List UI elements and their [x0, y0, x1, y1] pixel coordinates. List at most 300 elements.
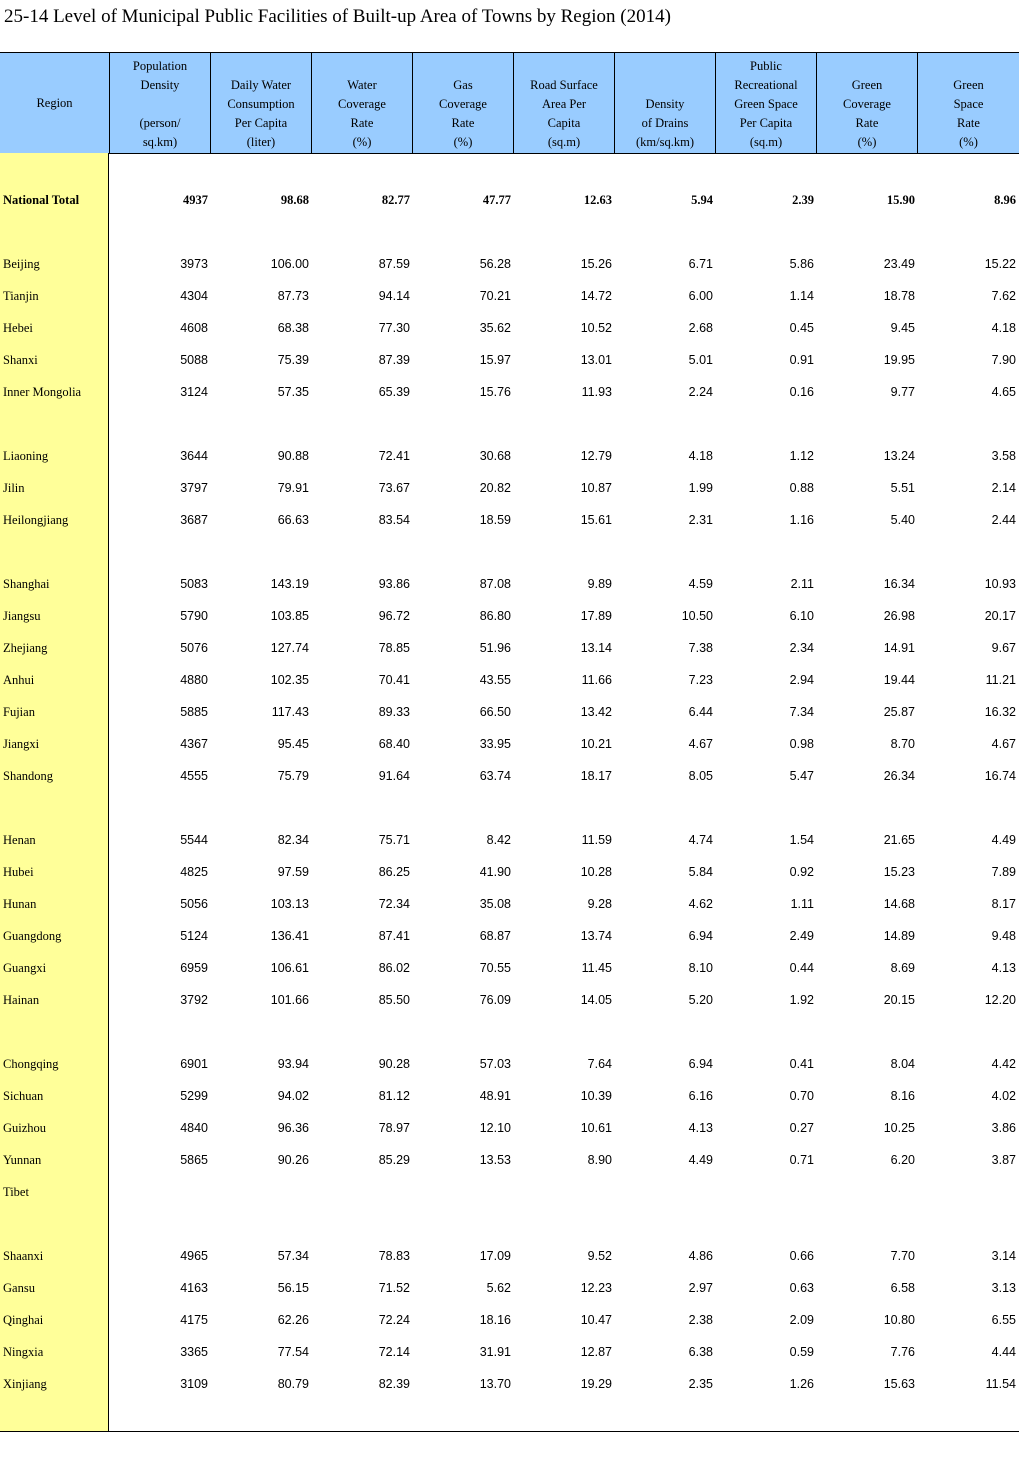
cell-value: 4.18: [991, 321, 1016, 335]
table-row: [0, 702, 1019, 722]
cell-value: 4965: [180, 1249, 208, 1263]
cell-value: 78.85: [378, 641, 410, 655]
cell-value: 48.91: [479, 1089, 511, 1103]
cell-value: 10.93: [984, 577, 1016, 591]
cell-value: 57.03: [479, 1057, 511, 1071]
table-row: [0, 990, 1019, 1010]
header-col-1: [110, 53, 211, 153]
cell-value: 3.14: [991, 1249, 1016, 1263]
cell-value: 3687: [180, 513, 208, 527]
cell-value: 8.96: [994, 192, 1016, 207]
cell-value: 5083: [180, 577, 208, 591]
cell-value: 3973: [180, 257, 208, 271]
table-row: [0, 1374, 1019, 1394]
cell-value: 2.09: [789, 1313, 814, 1327]
region-name: Guangxi: [3, 960, 47, 975]
cell-value: 8.05: [688, 769, 713, 783]
cell-value: 87.59: [378, 257, 410, 271]
cell-value: 23.49: [883, 257, 915, 271]
cell-value: 11.66: [581, 673, 612, 687]
cell-value: 6.10: [789, 609, 814, 623]
cell-value: 94.02: [277, 1089, 309, 1103]
cell-value: 6.00: [688, 289, 713, 303]
table-row: [0, 1054, 1019, 1074]
cell-value: 4.67: [688, 737, 713, 751]
region-name: Gansu: [3, 1280, 35, 1295]
cell-value: 3.86: [991, 1121, 1016, 1135]
cell-value: 9.48: [991, 929, 1016, 943]
header-label: Recreational: [734, 78, 798, 92]
cell-value: 5056: [180, 897, 208, 911]
cell-value: 4367: [180, 737, 208, 751]
cell-value: 5.94: [691, 192, 713, 207]
cell-value: 3.58: [991, 449, 1016, 463]
cell-value: 6.20: [890, 1153, 915, 1167]
cell-value: 51.96: [479, 641, 511, 655]
cell-value: 18.59: [479, 513, 511, 527]
region-name: Qinghai: [3, 1312, 44, 1327]
cell-value: 0.41: [789, 1057, 814, 1071]
cell-value: 6.44: [688, 705, 713, 719]
cell-value: 20.15: [883, 993, 915, 1007]
cell-value: 90.28: [378, 1057, 410, 1071]
cell-value: 8.17: [991, 897, 1016, 911]
region-name: Hubei: [3, 864, 34, 879]
table-row: [0, 670, 1019, 690]
cell-value: 82.77: [381, 192, 410, 207]
cell-value: 3.13: [991, 1281, 1016, 1295]
region-name: Ningxia: [3, 1344, 44, 1359]
header-label: Gas: [453, 78, 473, 92]
header-label: of Drains: [641, 116, 689, 130]
cell-value: 82.39: [378, 1377, 410, 1391]
header-unit: (%): [352, 135, 372, 149]
cell-value: 1.92: [789, 993, 814, 1007]
cell-value: 77.54: [277, 1345, 309, 1359]
cell-value: 98.68: [280, 192, 309, 207]
cell-value: 4.74: [688, 833, 713, 847]
cell-value: 6959: [180, 961, 208, 975]
cell-value: 2.49: [789, 929, 814, 943]
header-col-2: [211, 53, 312, 153]
region-name: Shanghai: [3, 576, 50, 591]
table-row: [0, 350, 1019, 370]
header-label: Green: [953, 78, 984, 92]
cell-value: 70.41: [378, 673, 410, 687]
header-label: Rate: [855, 116, 879, 130]
cell-value: 19.44: [883, 673, 915, 687]
cell-value: 66.63: [277, 513, 309, 527]
cell-value: 10.28: [580, 865, 612, 879]
header-label: Public: [750, 59, 782, 73]
cell-value: 33.95: [479, 737, 511, 751]
cell-value: 21.65: [883, 833, 915, 847]
header-label: Water: [347, 78, 377, 92]
header-label: Green: [851, 78, 883, 92]
cell-value: 57.34: [277, 1249, 309, 1263]
cell-value: 90.88: [277, 449, 309, 463]
cell-value: 0.27: [789, 1121, 814, 1135]
cell-value: 12.79: [580, 449, 612, 463]
cell-value: 4.44: [991, 1345, 1016, 1359]
cell-value: 12.23: [580, 1281, 612, 1295]
cell-value: 0.44: [789, 961, 814, 975]
cell-value: 2.97: [688, 1281, 713, 1295]
cell-value: 20.17: [984, 609, 1016, 623]
cell-value: 5.86: [789, 257, 814, 271]
cell-value: 6901: [180, 1057, 208, 1071]
table-bottom-border: [0, 1431, 1019, 1432]
cell-value: 9.77: [890, 385, 915, 399]
cell-value: 4304: [180, 289, 208, 303]
cell-value: 83.54: [378, 513, 410, 527]
cell-value: 31.91: [479, 1345, 511, 1359]
region-name: Shanxi: [3, 352, 38, 367]
cell-value: 89.33: [378, 705, 410, 719]
region-name: Zhejiang: [3, 640, 48, 655]
cell-value: 4.62: [688, 897, 713, 911]
cell-value: 1.12: [789, 449, 814, 463]
header-unit: (liter): [246, 135, 276, 149]
cell-value: 5.51: [890, 481, 915, 495]
cell-value: 1.14: [789, 289, 814, 303]
table-row: [0, 286, 1019, 306]
header-label: Population: [132, 59, 188, 73]
cell-value: 2.68: [688, 321, 713, 335]
header-label: Coverage: [338, 97, 386, 111]
cell-value: 96.72: [378, 609, 410, 623]
cell-value: 91.64: [378, 769, 410, 783]
cell-value: 7.76: [890, 1345, 915, 1359]
table-row: [0, 830, 1019, 850]
cell-value: 102.35: [270, 673, 309, 687]
cell-value: 2.31: [688, 513, 713, 527]
cell-value: 17.89: [580, 609, 612, 623]
cell-value: 70.55: [479, 961, 511, 975]
cell-value: 3797: [180, 481, 208, 495]
table-row: [0, 382, 1019, 402]
cell-value: 0.59: [789, 1345, 814, 1359]
cell-value: 17.09: [479, 1249, 511, 1263]
cell-value: 19.95: [883, 353, 915, 367]
cell-value: 15.23: [883, 865, 915, 879]
cell-value: 4555: [180, 769, 208, 783]
cell-value: 3109: [180, 1377, 208, 1391]
table-row: [0, 1342, 1019, 1362]
cell-value: 20.82: [479, 481, 511, 495]
table-row: [0, 574, 1019, 594]
cell-value: 5124: [180, 929, 208, 943]
cell-value: 8.10: [688, 961, 713, 975]
cell-value: 7.89: [991, 865, 1016, 879]
cell-value: 4.67: [991, 737, 1016, 751]
cell-value: 65.39: [378, 385, 410, 399]
cell-value: 5.84: [688, 865, 713, 879]
cell-value: 66.50: [479, 705, 511, 719]
cell-value: 11.93: [581, 385, 612, 399]
region-name: Tianjin: [3, 288, 39, 303]
cell-value: 143.19: [270, 577, 309, 591]
cell-value: 2.39: [792, 192, 814, 207]
cell-value: 85.50: [378, 993, 410, 1007]
cell-value: 10.47: [580, 1313, 612, 1327]
cell-value: 4840: [180, 1121, 208, 1135]
cell-value: 14.89: [883, 929, 915, 943]
cell-value: 16.34: [883, 577, 915, 591]
header-label: Road Surface: [530, 78, 598, 92]
cell-value: 4.65: [991, 385, 1016, 399]
cell-value: 9.28: [587, 897, 612, 911]
header-label: Green Space: [734, 97, 798, 111]
cell-value: 41.90: [479, 865, 511, 879]
cell-value: 11.54: [985, 1377, 1016, 1391]
cell-value: 4825: [180, 865, 208, 879]
cell-value: 2.24: [688, 385, 713, 399]
header-label: Area Per: [541, 97, 587, 111]
cell-value: 57.35: [277, 385, 309, 399]
cell-value: 13.70: [479, 1377, 511, 1391]
cell-value: 13.74: [580, 929, 612, 943]
cell-value: 3644: [180, 449, 208, 463]
cell-value: 18.16: [479, 1313, 511, 1327]
region-name: Shandong: [3, 768, 53, 783]
table-row: [0, 478, 1019, 498]
cell-value: 7.64: [587, 1057, 612, 1071]
cell-value: 4175: [180, 1313, 208, 1327]
cell-value: 5865: [180, 1153, 208, 1167]
cell-value: 14.68: [883, 897, 915, 911]
cell-value: 76.09: [479, 993, 511, 1007]
cell-value: 5.47: [789, 769, 814, 783]
cell-value: 7.62: [991, 289, 1016, 303]
table-row: [0, 254, 1019, 274]
cell-value: 1.54: [789, 833, 814, 847]
cell-value: 56.15: [277, 1281, 309, 1295]
region-name: Heilongjiang: [3, 512, 69, 527]
table-row: [0, 1150, 1019, 1170]
cell-value: 85.29: [378, 1153, 410, 1167]
national-total-row: [0, 190, 1019, 210]
cell-value: 87.39: [378, 353, 410, 367]
cell-value: 12.63: [583, 192, 612, 207]
header-label: Rate: [451, 116, 475, 130]
region-name: Guizhou: [3, 1120, 47, 1135]
cell-value: 72.24: [378, 1313, 410, 1327]
cell-value: 6.16: [688, 1089, 713, 1103]
header-label: Capita: [547, 116, 581, 130]
cell-value: 62.26: [277, 1313, 309, 1327]
cell-value: 70.21: [479, 289, 511, 303]
cell-value: 15.26: [580, 257, 612, 271]
cell-value: 16.74: [984, 769, 1016, 783]
region-name: Anhui: [3, 672, 35, 687]
header-col-9: [918, 53, 1019, 153]
header-label: Consumption: [227, 97, 295, 111]
table-row: [0, 446, 1019, 466]
cell-value: 4.18: [688, 449, 713, 463]
cell-value: 10.52: [580, 321, 612, 335]
cell-value: 9.89: [587, 577, 612, 591]
cell-value: 14.05: [580, 993, 612, 1007]
cell-value: 73.67: [378, 481, 410, 495]
cell-value: 12.20: [984, 993, 1016, 1007]
header-label: Rate: [350, 116, 374, 130]
cell-value: 96.36: [277, 1121, 309, 1135]
cell-value: 1.16: [789, 513, 814, 527]
cell-value: 43.55: [479, 673, 511, 687]
header-unit: (sq.m): [749, 135, 783, 149]
region-name: Tibet: [3, 1184, 29, 1199]
cell-value: 9.52: [587, 1249, 612, 1263]
cell-value: 103.13: [270, 897, 309, 911]
cell-value: 13.01: [580, 353, 612, 367]
cell-value: 15.90: [886, 192, 915, 207]
cell-value: 72.34: [378, 897, 410, 911]
table-row: [0, 606, 1019, 626]
cell-value: 4163: [180, 1281, 208, 1295]
cell-value: 19.29: [580, 1377, 612, 1391]
cell-value: 5076: [180, 641, 208, 655]
region-name: Guangdong: [3, 928, 62, 943]
cell-value: 3.87: [991, 1153, 1016, 1167]
region-name: Fujian: [3, 704, 35, 719]
cell-value: 35.08: [479, 897, 511, 911]
cell-value: 0.16: [789, 385, 814, 399]
cell-value: 72.41: [378, 449, 410, 463]
cell-value: 6.55: [991, 1313, 1016, 1327]
cell-value: 72.14: [378, 1345, 410, 1359]
cell-value: 15.61: [580, 513, 612, 527]
cell-value: 8.70: [890, 737, 915, 751]
header-label: Coverage: [439, 97, 487, 111]
cell-value: 86.25: [378, 865, 410, 879]
cell-value: 4.13: [688, 1121, 713, 1135]
cell-value: 10.25: [883, 1121, 915, 1135]
header-label: Rate: [957, 116, 980, 130]
cell-value: 8.04: [890, 1057, 915, 1071]
cell-value: 47.77: [482, 192, 511, 207]
cell-value: 30.68: [479, 449, 511, 463]
region-name: Hunan: [3, 896, 37, 911]
cell-value: 1.99: [688, 481, 713, 495]
cell-value: 3365: [180, 1345, 208, 1359]
table-row: [0, 926, 1019, 946]
cell-value: 6.58: [890, 1281, 915, 1295]
region-name: Jilin: [3, 480, 25, 495]
cell-value: 11.21: [985, 673, 1016, 687]
region-name: Henan: [3, 832, 36, 847]
cell-value: 5299: [180, 1089, 208, 1103]
region-name: Chongqing: [3, 1056, 59, 1071]
cell-value: 1.26: [789, 1377, 814, 1391]
cell-value: 82.34: [277, 833, 309, 847]
cell-value: 2.11: [790, 577, 814, 591]
cell-value: 15.22: [984, 257, 1016, 271]
cell-value: 63.74: [479, 769, 511, 783]
cell-value: 2.94: [789, 673, 814, 687]
header-unit: (person/: [139, 116, 181, 130]
cell-value: 0.63: [789, 1281, 814, 1295]
table-row: [0, 638, 1019, 658]
cell-value: 97.59: [277, 865, 309, 879]
header-label: Density: [645, 97, 685, 111]
cell-value: 8.16: [890, 1089, 915, 1103]
header-label: Coverage: [843, 97, 891, 111]
cell-value: 9.67: [991, 641, 1016, 655]
table-row: [0, 1182, 1019, 1202]
cell-value: 8.69: [890, 961, 915, 975]
table-row: [0, 510, 1019, 530]
header-col-7: [716, 53, 817, 153]
header-col-4: [413, 53, 514, 153]
cell-value: 5.01: [688, 353, 713, 367]
header-label: Per Capita: [739, 116, 793, 130]
cell-value: 12.87: [580, 1345, 612, 1359]
table-body: [0, 153, 1019, 1432]
cell-value: 0.92: [789, 865, 814, 879]
cell-value: 87.73: [277, 289, 309, 303]
cell-value: 71.52: [378, 1281, 410, 1295]
cell-value: 4.42: [991, 1057, 1016, 1071]
cell-value: 127.74: [270, 641, 309, 655]
cell-value: 3792: [180, 993, 208, 1007]
cell-value: 11.59: [581, 833, 612, 847]
table-row: [0, 958, 1019, 978]
cell-value: 136.41: [270, 929, 309, 943]
cell-value: 4.13: [991, 961, 1016, 975]
cell-value: 6.71: [688, 257, 713, 271]
cell-value: 13.53: [479, 1153, 511, 1167]
header-region: [0, 53, 110, 153]
cell-value: 11.45: [581, 961, 612, 975]
cell-value: 79.91: [277, 481, 309, 495]
cell-value: 4880: [180, 673, 208, 687]
cell-value: 18.78: [883, 289, 915, 303]
cell-value: 7.70: [890, 1249, 915, 1263]
cell-value: 95.45: [277, 737, 309, 751]
header-label: Space: [953, 97, 984, 111]
cell-value: 77.30: [378, 321, 410, 335]
cell-value: 86.80: [479, 609, 511, 623]
cell-value: 18.17: [580, 769, 612, 783]
cell-value: 10.50: [681, 609, 713, 623]
cell-value: 0.98: [789, 737, 814, 751]
cell-value: 101.66: [270, 993, 309, 1007]
cell-value: 78.83: [378, 1249, 410, 1263]
cell-value: 87.08: [479, 577, 511, 591]
cell-value: 2.14: [991, 481, 1016, 495]
cell-value: 4937: [183, 192, 208, 207]
cell-value: 13.14: [580, 641, 612, 655]
region-name: Xinjiang: [3, 1376, 47, 1391]
header-unit: (%): [857, 135, 877, 149]
cell-value: 8.42: [486, 833, 511, 847]
header-unit: (%): [959, 135, 978, 149]
region-name: Sichuan: [3, 1088, 44, 1103]
table-row: [0, 1310, 1019, 1330]
cell-value: 7.38: [688, 641, 713, 655]
cell-value: 1.11: [790, 897, 814, 911]
region-name: Inner Mongolia: [3, 384, 82, 399]
cell-value: 25.87: [883, 705, 915, 719]
region-name: Liaoning: [3, 448, 49, 463]
cell-value: 8.90: [587, 1153, 612, 1167]
region-name: Jiangsu: [3, 608, 41, 623]
cell-value: 4.86: [688, 1249, 713, 1263]
header-label: Region: [36, 96, 73, 110]
cell-value: 16.32: [984, 705, 1016, 719]
cell-value: 10.61: [580, 1121, 612, 1135]
